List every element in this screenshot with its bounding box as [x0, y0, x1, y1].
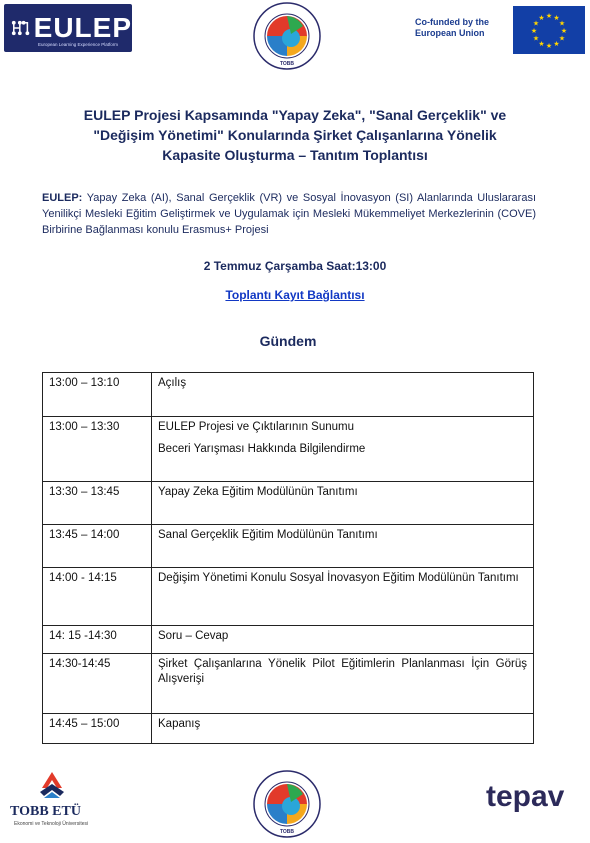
tobb-seal-icon: [253, 2, 321, 70]
agenda-row: [43, 654, 534, 714]
event-title-line1: EULEP Projesi Kapsamında "Yapay Zeka", "Sanal Gerçeklik" ve: [83, 107, 507, 123]
agenda-item: [152, 626, 534, 654]
cofunded-line2: European Union: [415, 28, 485, 38]
description-lead: EULEP:: [42, 192, 83, 204]
eulep-logo-tagline: European Learning Experience Platform: [38, 42, 119, 47]
tobb-seal-icon: [253, 770, 321, 838]
agenda-item-title: Soru – Cevap: [158, 630, 229, 642]
svg-text:★: ★: [532, 19, 540, 28]
tobb-etu-logo: [6, 770, 98, 830]
agenda-item-title: Şirket Çalışanlarına Yönelik Pilot Eğitimlerin Planlanması İçin Görüş Alışverişi: [158, 658, 527, 685]
agenda-item: [152, 568, 534, 626]
event-date-time: 2 Temmuz Çarşamba Saat:13:00: [203, 259, 387, 273]
event-title-line3: Kapasite Oluşturma – Tanıtım Toplantısı: [162, 147, 428, 163]
agenda-item: [152, 714, 534, 744]
tobb-etu-name: TOBB ETÜ: [10, 804, 81, 819]
svg-text:★: ★: [538, 40, 545, 48]
tobb-etu-subtitle: Ekonomi ve Teknoloji Üniversitesi: [14, 821, 89, 827]
svg-text:★: ★: [530, 27, 538, 35]
tobb-etu-mark-icon: [36, 770, 68, 802]
event-title: [40, 105, 550, 165]
agenda-row: [43, 568, 534, 626]
agenda-time: 13:00 – 13:30: [43, 417, 152, 482]
svg-text:★: ★: [553, 14, 560, 22]
agenda-time: 14:00 - 14:15: [43, 568, 152, 626]
agenda-item-title: Sanal Gerçeklik Eğitim Modülünün Tanıtımı: [158, 529, 378, 541]
tepav-logo: tepav: [486, 780, 565, 813]
agenda-time: 13:00 – 13:10: [43, 373, 152, 417]
agenda-time: 13:30 – 13:45: [43, 482, 152, 525]
eu-flag-icon: [513, 6, 585, 54]
agenda-item-title: Değişim Yönetimi Konulu Sosyal İnovasyon Eğitim Modülünün Tanıtımı: [158, 572, 519, 584]
registration-link[interactable]: Toplantı Kayıt Bağlantısı: [225, 288, 365, 302]
eulep-logo-text: EULEP: [33, 12, 132, 43]
agenda-item: [152, 373, 534, 417]
agenda-row: [43, 482, 534, 525]
agenda-time: 14:45 – 15:00: [43, 714, 152, 744]
network-nodes-icon: [10, 15, 30, 41]
agenda-time: 14: 15 -14:30: [43, 626, 152, 654]
project-description: [42, 190, 536, 238]
agenda-item-title: Kapanış: [158, 718, 201, 730]
svg-text:★: ★: [538, 14, 545, 22]
svg-text:★: ★: [553, 40, 560, 48]
agenda-row: [43, 714, 534, 744]
svg-text:★: ★: [532, 34, 540, 43]
cofunded-line1: Co-funded by the: [415, 17, 489, 27]
description-text: Yapay Zeka (AI), Sanal Gerçeklik (VR) ve Sosyal İnovasyon (SI) Alanlarında Uluslararası Yenilikçi Mesleki Eğitim Geliştirmek ve Uygulamak için Mesleki Mükemmeliyet Merkezlerinin (COVE) Birbirine Bağlanması konulu Erasmus+ Projesi: [42, 192, 536, 236]
svg-text:★: ★: [545, 12, 553, 20]
agenda-item: [152, 654, 534, 714]
cofunded-label: [415, 17, 510, 39]
agenda-time: 13:45 – 14:00: [43, 525, 152, 568]
tobb-seal-abbr: TOBB: [279, 829, 295, 835]
agenda-time: 14:30-14:45: [43, 654, 152, 714]
agenda-row: [43, 373, 534, 417]
svg-text:★: ★: [558, 34, 566, 43]
agenda-item-title: Yapay Zeka Eğitim Modülünün Tanıtımı: [158, 486, 358, 498]
tobb-seal-abbr: TOBB: [279, 61, 295, 67]
agenda-heading: Gündem: [259, 333, 317, 349]
svg-text:★: ★: [558, 19, 566, 28]
agenda-row: [43, 417, 534, 482]
svg-text:★: ★: [560, 27, 568, 35]
agenda-table: [42, 372, 534, 744]
agenda-row: [43, 626, 534, 654]
agenda-item-subtitle: Beceri Yarışması Hakkında Bilgilendirme: [158, 443, 366, 455]
svg-text:★: ★: [545, 42, 553, 50]
registration-link-wrapper: [0, 288, 590, 302]
agenda-item-title: EULEP Projesi ve Çıktılarının Sunumu: [158, 421, 355, 433]
eulep-logo: [4, 4, 132, 52]
event-title-line2: "Değişim Yönetimi" Konularında Şirket Çalışanlarına Yönelik: [93, 127, 497, 143]
agenda-item-title: Açılış: [158, 377, 187, 389]
agenda-item: [152, 525, 534, 568]
agenda-item: [152, 417, 534, 482]
agenda-row: [43, 525, 534, 568]
agenda-item: [152, 482, 534, 525]
